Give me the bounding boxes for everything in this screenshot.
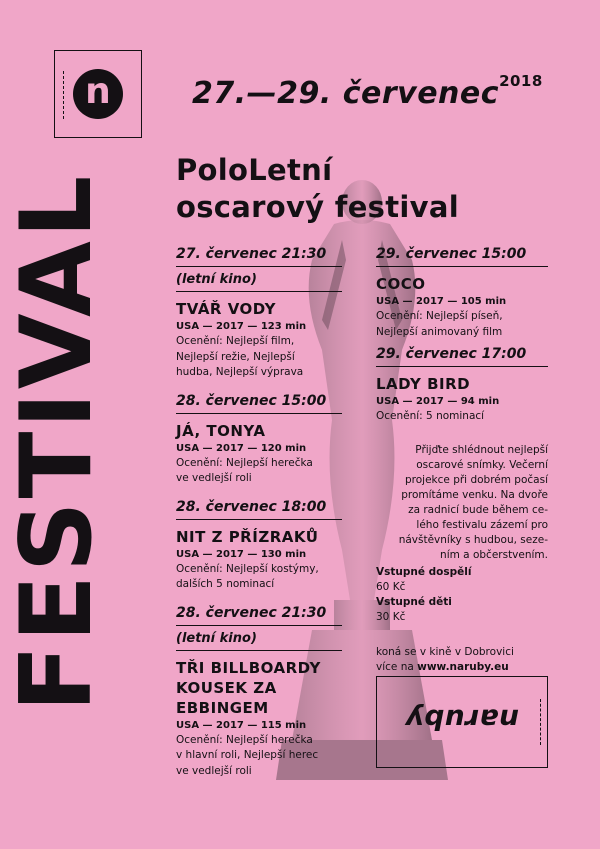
film-title: LADY BIRD [376, 375, 471, 393]
film-awards: Ocenění: Nejlepší film, Nejlepší režie, Nejlepší hudba, Nejlepší výprava [176, 335, 304, 378]
screening-location: (letní kino) [176, 626, 342, 651]
screening-datetime: 29. červenec 17:00 [376, 346, 548, 367]
film-awards: Ocenění: Nejlepší herečka v hlavní roli, Nejlepší herec ve vedlejší roli [176, 733, 319, 777]
film-meta: USA — 2017 — 94 min [376, 396, 500, 407]
price-label: Vstupné dospělí [376, 565, 472, 578]
naruby-logo-text: naruby [405, 703, 519, 736]
date-year: 2018 [499, 72, 543, 90]
film-awards: Ocenění: Nejlepší herečka ve vedlejší roli [176, 456, 313, 484]
screening-datetime: 28. červenec 15:00 [176, 393, 342, 414]
film-awards: Ocenění: 5 nominací [376, 410, 485, 422]
price-value: 30 Kč [376, 610, 406, 623]
screening-datetime: 29. červenec 15:00 [376, 246, 548, 267]
screening-datetime: 28. červenec 18:00 [176, 499, 342, 520]
screening-item [176, 393, 342, 487]
vertical-festival-title: FESTIVAL [0, 172, 114, 712]
screening-item [176, 246, 342, 381]
screening-item [176, 605, 342, 780]
film-title: JÁ, TONYA [176, 421, 266, 440]
film-meta: USA — 2017 — 123 min [176, 321, 307, 332]
logo-frame [54, 50, 142, 138]
screening-datetime: 27. červenec 21:30 [176, 246, 342, 267]
program-right-column [376, 246, 548, 675]
naruby-logo-icon: n [73, 69, 123, 119]
venue-info: koná se v kině v Dobrovici více na www.naruby.eu [376, 645, 514, 673]
price-label: Vstupné děti [376, 595, 452, 608]
film-meta: USA — 2017 — 130 min [176, 548, 307, 560]
price-value: 60 Kč [376, 580, 406, 593]
screening-item [376, 246, 548, 340]
film-title: COCO [376, 275, 426, 293]
program-left-column [176, 246, 342, 779]
film-title: TŘI BILLBOARDY KOUSEK ZA EBBINGEM [176, 658, 321, 717]
film-meta: USA — 2017 — 105 min [376, 296, 507, 307]
film-title: NIT Z PŘÍZRAKŮ [176, 527, 319, 546]
screening-item [176, 499, 342, 593]
website-link[interactable]: www.naruby.eu [417, 660, 509, 673]
ticket-prices [376, 565, 548, 625]
film-title: TVÁŘ VODY [176, 300, 277, 318]
film-meta: USA — 2017 — 115 min [176, 719, 307, 731]
festival-title [176, 152, 459, 226]
screening-datetime: 28. červenec 21:30 [176, 605, 342, 626]
naruby-stamp [376, 676, 548, 768]
title-line-1: PoloLetní [176, 153, 333, 187]
date-range: 27.—29. červenec [192, 76, 500, 111]
film-awards: Ocenění: Nejlepší kostýmy, dalších 5 nominací [176, 562, 319, 590]
film-meta: USA — 2017 — 120 min [176, 442, 307, 454]
festival-info-text: Přijďte shlédnout nejlepší oscarové snímky. Večerní projekce při dobrém počasí promítáme venku. Na dvoře za radnicí bude během ce- lého festivalu zázemí pro návštěvníky s hudbou, seze- ním a občerstvením. [398, 443, 548, 561]
screening-location: (letní kino) [176, 267, 342, 292]
title-line-2: oscarový festival [176, 190, 459, 224]
film-awards: Ocenění: Nejlepší píseň, Nejlepší animovaný film [376, 310, 503, 338]
screening-item [376, 346, 548, 425]
logo-notch [53, 71, 64, 119]
festival-dates [192, 72, 543, 111]
